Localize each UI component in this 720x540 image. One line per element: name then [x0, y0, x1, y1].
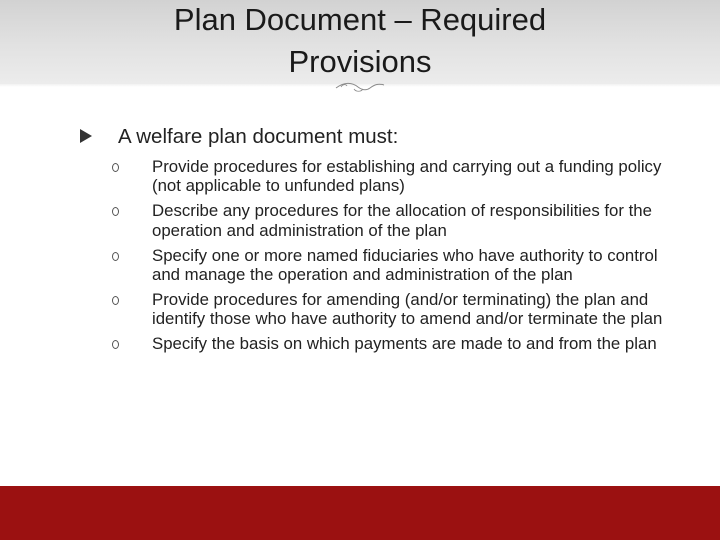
sub-bullet-text: Provide procedures for amending (and/or terminating) the plan and identify those who have authority to amend and/or terminate the plan [152, 289, 663, 329]
circle-bullet-icon [112, 296, 119, 305]
circle-bullet-icon [112, 207, 119, 216]
triangle-bullet-icon [79, 128, 93, 144]
slide-title-line-2: Provisions [288, 44, 432, 79]
slide-title [0, 0, 720, 80]
sub-bullet-item [112, 201, 672, 240]
sub-bullet-item [112, 246, 672, 285]
circle-bullet-icon [112, 252, 119, 261]
flourish-icon [332, 76, 388, 96]
circle-bullet-icon [112, 340, 119, 349]
main-bullet-text: A welfare plan document must: [118, 125, 399, 148]
sub-bullet-list [112, 157, 672, 354]
slide-title-line-1: Plan Document – Required [173, 2, 547, 37]
sub-bullet-text: Describe any procedures for the allocation of responsibilities for the operation and administration of the plan [152, 201, 652, 240]
sub-bullet-text: Provide procedures for establishing and carrying out a funding policy (not applicable to unfunded plans) [152, 157, 662, 196]
sub-bullet-item [112, 157, 672, 196]
circle-bullet-icon [112, 163, 119, 172]
sub-bullet-text: Specify the basis on which payments are made to and from the plan [152, 334, 657, 354]
sub-bullet-item [112, 334, 672, 353]
sub-bullet-item [112, 290, 672, 329]
sub-bullet-text: Specify one or more named fiduciaries who have authority to control and manage the operation and administration of the plan [152, 245, 658, 285]
footer-band [0, 486, 720, 540]
